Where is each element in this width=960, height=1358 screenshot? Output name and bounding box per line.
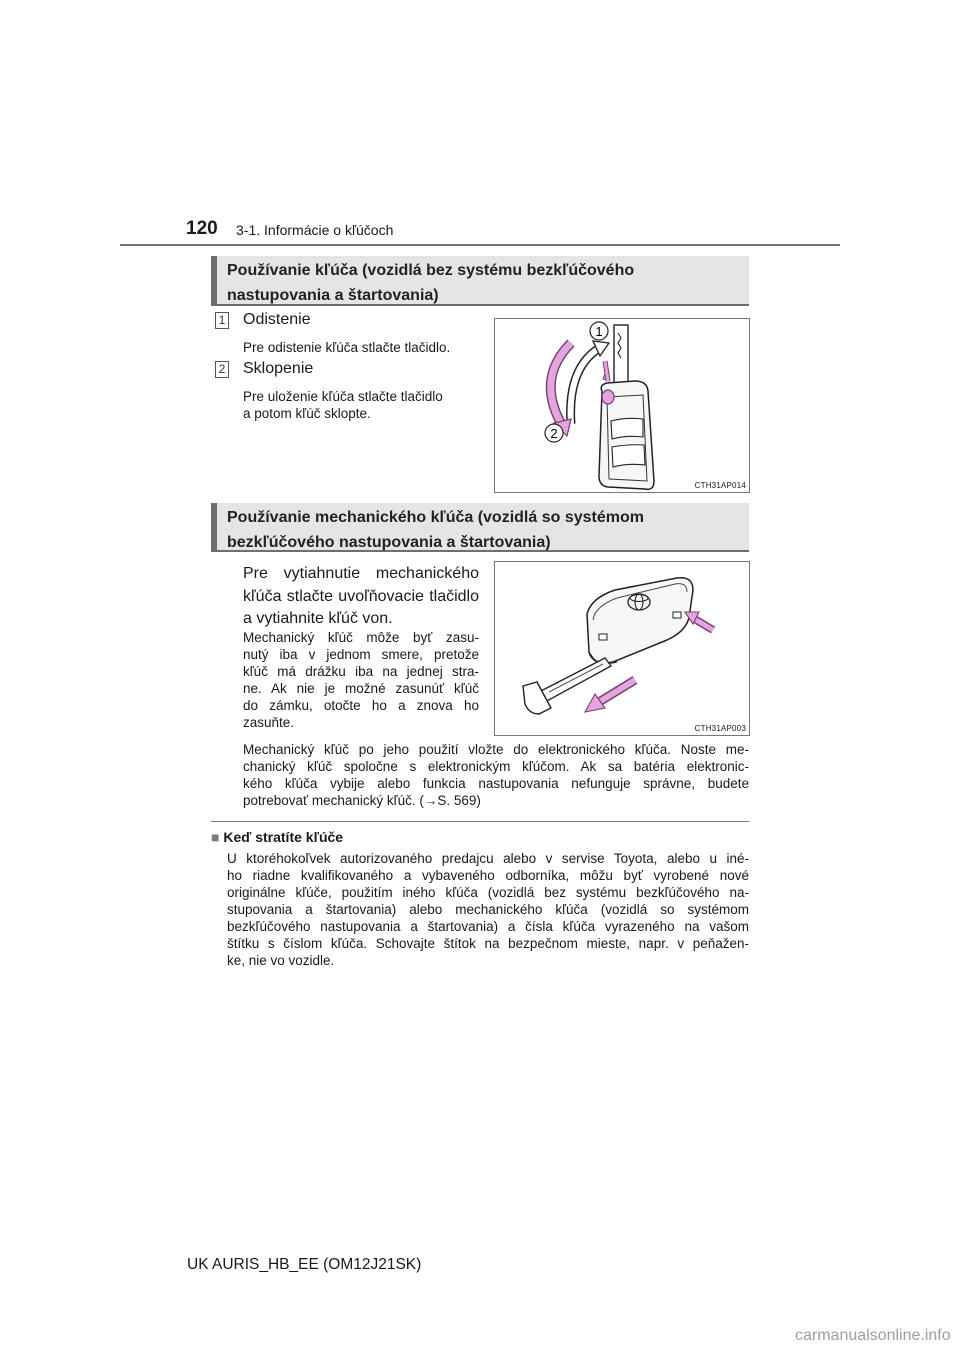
step-text-fold: a potom kľúč sklopte. [243,406,371,421]
note-line: zasuňte. [243,715,295,730]
intro-line: Pre vytiahnutie mechanického [243,565,479,582]
note-line: ne. Ak nie je možné zasunúť kľúč [243,681,479,696]
figure-code: CTH31AP014 [694,481,746,490]
step-number-badge: 2 [215,361,229,378]
section-heading-mechanical-key [211,503,749,552]
note-line: Mechanický kľúč môže byť zasu- [243,630,479,645]
step-title-unlock: Odistenie [243,311,311,328]
note-line: nutý iba v jednom smere, pretože [243,647,479,662]
body-line: potrebovať mechanický kľúč. (→S. 569) [243,793,481,808]
header-rule [120,244,840,246]
body-line: Mechanický kľúč po jeho použití vložte do elektronického kľúča. Noste me- [243,742,749,757]
note-body-line: originálne kľúče, použitím iného kľúča (vozidlá bez systému bezkľúčového na- [227,885,749,900]
intro-line: a vytiahnite kľúč von. [243,610,393,627]
chapter-title: 3-1. Informácie o kľúčoch [236,222,394,238]
intro-line: kľúča stlačte uvoľňovacie tlačidlo [243,587,479,605]
note-body-line: bezkľúčového nastupovania a štartovania) a čísla kľúča vyrazeného na vašom [227,919,749,934]
document-code: UK AURIS_HB_EE (OM12J21SK) [187,1256,422,1273]
note-body-line: stupovania a štartovania) alebo mechanického kľúča (vozidlá so systémom [227,902,749,917]
note-body-line: štítku s číslom kľúča. Schovajte štítok na bezpečnom mieste, napr. v peňažen- [227,936,749,951]
note-title: Keď stratíte kľúče [223,829,344,845]
page-number: 120 [186,218,218,239]
callout-label-2: 2 [550,426,558,441]
mechanical-key-blade [539,658,611,702]
note-body-line: ke, nie vo vozidle. [227,953,335,968]
intro-paragraph [243,563,479,631]
callout-label-1: 1 [595,324,603,339]
body-paragraph [243,741,749,809]
note-line: kľúč má drážku iba na jednej stra- [243,664,479,679]
note-divider [211,821,749,822]
section-heading-line: Používanie mechanického kľúča (vozidlá so systémom [227,509,644,526]
section-heading-key-usage [211,256,749,306]
note-body-line: ho riadne kvalifikovaného a vybaveného odborníka, môžu byť vyrobené nové [227,868,749,883]
watermark: carmanualsonline.info [795,1327,951,1344]
smart-key-fob [587,578,693,663]
step-number-badge: 1 [215,312,229,329]
note-line: do zámku, otočte ho a znova ho [243,698,479,713]
step-text-fold: Pre uloženie kľúča stlačte tlačidlo [243,389,443,404]
note-heading [211,829,343,845]
note-body [227,850,749,969]
note-body-line: U ktoréhokoľvek autorizovaného predajcu alebo v servise Toyota, alebo u iné- [227,851,749,866]
body-line: chanický kľúč spoločne s elektronickým kľúčom. Ak sa batéria elektronic- [243,759,749,774]
smart-key-illustration [495,562,749,735]
step-title-fold: Sklopenie [243,360,314,377]
body-line: kého kľúča vybije alebo funkcia nastupovania nefunguje správne, budete [243,776,749,791]
figure-code: CTH31AP003 [694,724,746,733]
key-fob-button [612,445,645,467]
note-marker-icon: ■ [211,829,220,845]
figure-smart-key [494,561,750,736]
note-paragraph [243,629,479,731]
section-heading-line: nastupovania a štartovania) [227,287,439,304]
flip-key-illustration [495,319,749,492]
key-fob-button [611,418,643,439]
step-text-unlock: Pre odistenie kľúča stlačte tlačidlo. [243,340,451,355]
section-heading-line: Používanie kľúča (vozidlá bez systému bezkľúčového [227,262,635,279]
section-heading-line: bezkľúčového nastupovania a štartovania) [227,534,551,551]
release-button [602,390,614,404]
figure-flip-key [494,318,750,493]
